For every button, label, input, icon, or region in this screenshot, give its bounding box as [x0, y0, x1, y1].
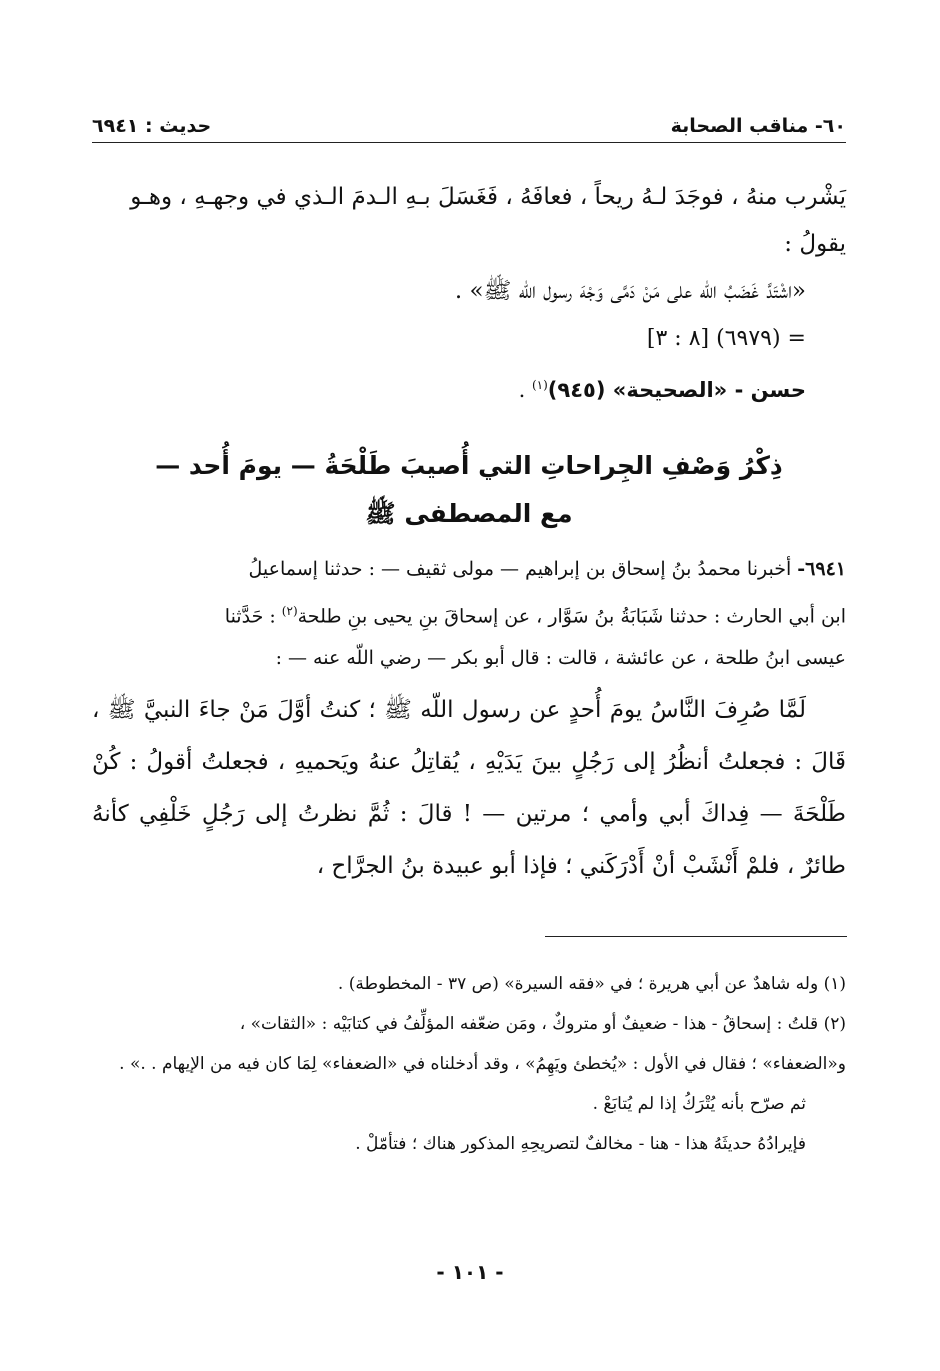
isnad-text: : حَدَّثنا — [224, 605, 282, 628]
isnad-text: أخبرنا محمدُ بنُ إسحاق بن إبراهيم — مولى ثقيف — : حدثنا إسماعيلُ — [248, 558, 798, 580]
hadith-reference: حديث : ٦٩٤١ — [92, 115, 212, 137]
text-line: يقولُ : — [784, 231, 846, 257]
section-heading — [92, 442, 846, 538]
text-line: يَشْرب منهُ ، فوجَدَ لـهُ ريحاً ، فعافَهُ ، فَغَسَلَ بـهِ الـدمَ الـذي في وجهـهِ ، وهـو — [130, 184, 846, 210]
prophetic-quote: «اشْتَدَّ غَضَبُ اللّه على مَنْ دَمَّى وَجْهَ رسول اللّه ﷺ» . — [454, 278, 806, 304]
footnote-2-continued: فإيرادُهُ حديثَهُ هذا - هنا - مخالفٌ لتصريحِهِ المذكور هناك ؛ فتأمّلْ . — [355, 1134, 806, 1154]
hadith-grade — [92, 362, 846, 413]
hadith-number: ٦٩٤١- — [797, 558, 846, 580]
footnote-1: (١) وله شاهدٌ عن أبي هريرة ؛ في «فقه السيرة» (ص ٣٧ - المخطوطة) . — [337, 974, 846, 994]
heading-line: ذِكْرُ وَصْفِ الجِراحاتِ التي أُصيبَ طَلْحَةُ — يومَ أُحد — — [155, 451, 783, 480]
isnad-line — [92, 548, 846, 590]
footnote-2-continued: و«الضعفاء» ؛ فقال في الأول : «يُخطئ ويَهِمُ» ، وقد أدخلناه في «الضعفاء» لِمَا كان فيه من الإيهام . .» . — [119, 1054, 846, 1074]
footnote-2-continued: ثم صرّح بأنه يُتْرَكُ إذا لم يُتابَعْ . — [592, 1094, 806, 1114]
page-header — [92, 103, 846, 137]
grade-label: حسن - «الصحيحة» (٩٤٥) — [547, 378, 806, 402]
header-divider — [92, 142, 846, 143]
isnad-line — [92, 590, 846, 637]
footnote-2: (٢) قلتُ : إسحاقُ - هذا - ضعيفٌ أو متروكٌ ، ومَن ضعّفه المؤلِّفُ في كتابَيْه : «الثقات» ، — [239, 1014, 846, 1034]
page-number: - ١٠١ - — [436, 1260, 504, 1284]
heading-line: مع المصطفى ﷺ — [365, 499, 573, 528]
footnote-divider — [545, 936, 847, 937]
isnad-text: ابن أبي الحارث : حدثنا شَبَابَةُ بنُ سَوَّار ، عن إسحاقَ بنِ يحيى بنِ طلحة — [297, 605, 846, 628]
hadith-text: لَمَّا صُرِفَ النَّاسُ يومَ أُحدٍ عن رسول اللّه ﷺ ؛ كنتُ أوَّلَ مَنْ جاءَ النبيَّ ﷺ ، قَالَ : فجعلتُ أنظُرُ إلى رَجُلٍ بينَ يَدَيْهِ ، يُقاتِلُ عنهُ ويَحميهِ ، فجعلتُ أقولُ : كُنْ طَلْحَةَ — فِداكَ أبي وأمي ؛ مرتين — ! قالَ : ثُمَّ نظرتُ إلى رَجُلٍ خَلْفِي كأنهُ طائرٌ ، فلمْ أَنْشَبْ أنْ أَدْرَكَني ؛ فإذا أبو عبيدة بنُ الجرَّاح ، — [92, 697, 846, 879]
top-paragraph — [92, 172, 846, 413]
grade-end: . — [518, 378, 532, 402]
isnad-line: عيسى ابنُ طلحة ، عن عائشة ، قالت : قال أبو بكر — رضي اللّه عنه — : — [275, 647, 846, 670]
matn-block — [92, 684, 846, 892]
isnad-block — [92, 548, 846, 679]
cross-reference: = (٦٩٧٩) [٨ : ٣] — [646, 326, 806, 351]
footnote-marker: (١) — [531, 378, 548, 392]
footnotes — [92, 964, 846, 1164]
chapter-title: ٦٠- مناقب الصحابة — [670, 115, 846, 137]
footnote-marker: (٢) — [281, 604, 298, 618]
